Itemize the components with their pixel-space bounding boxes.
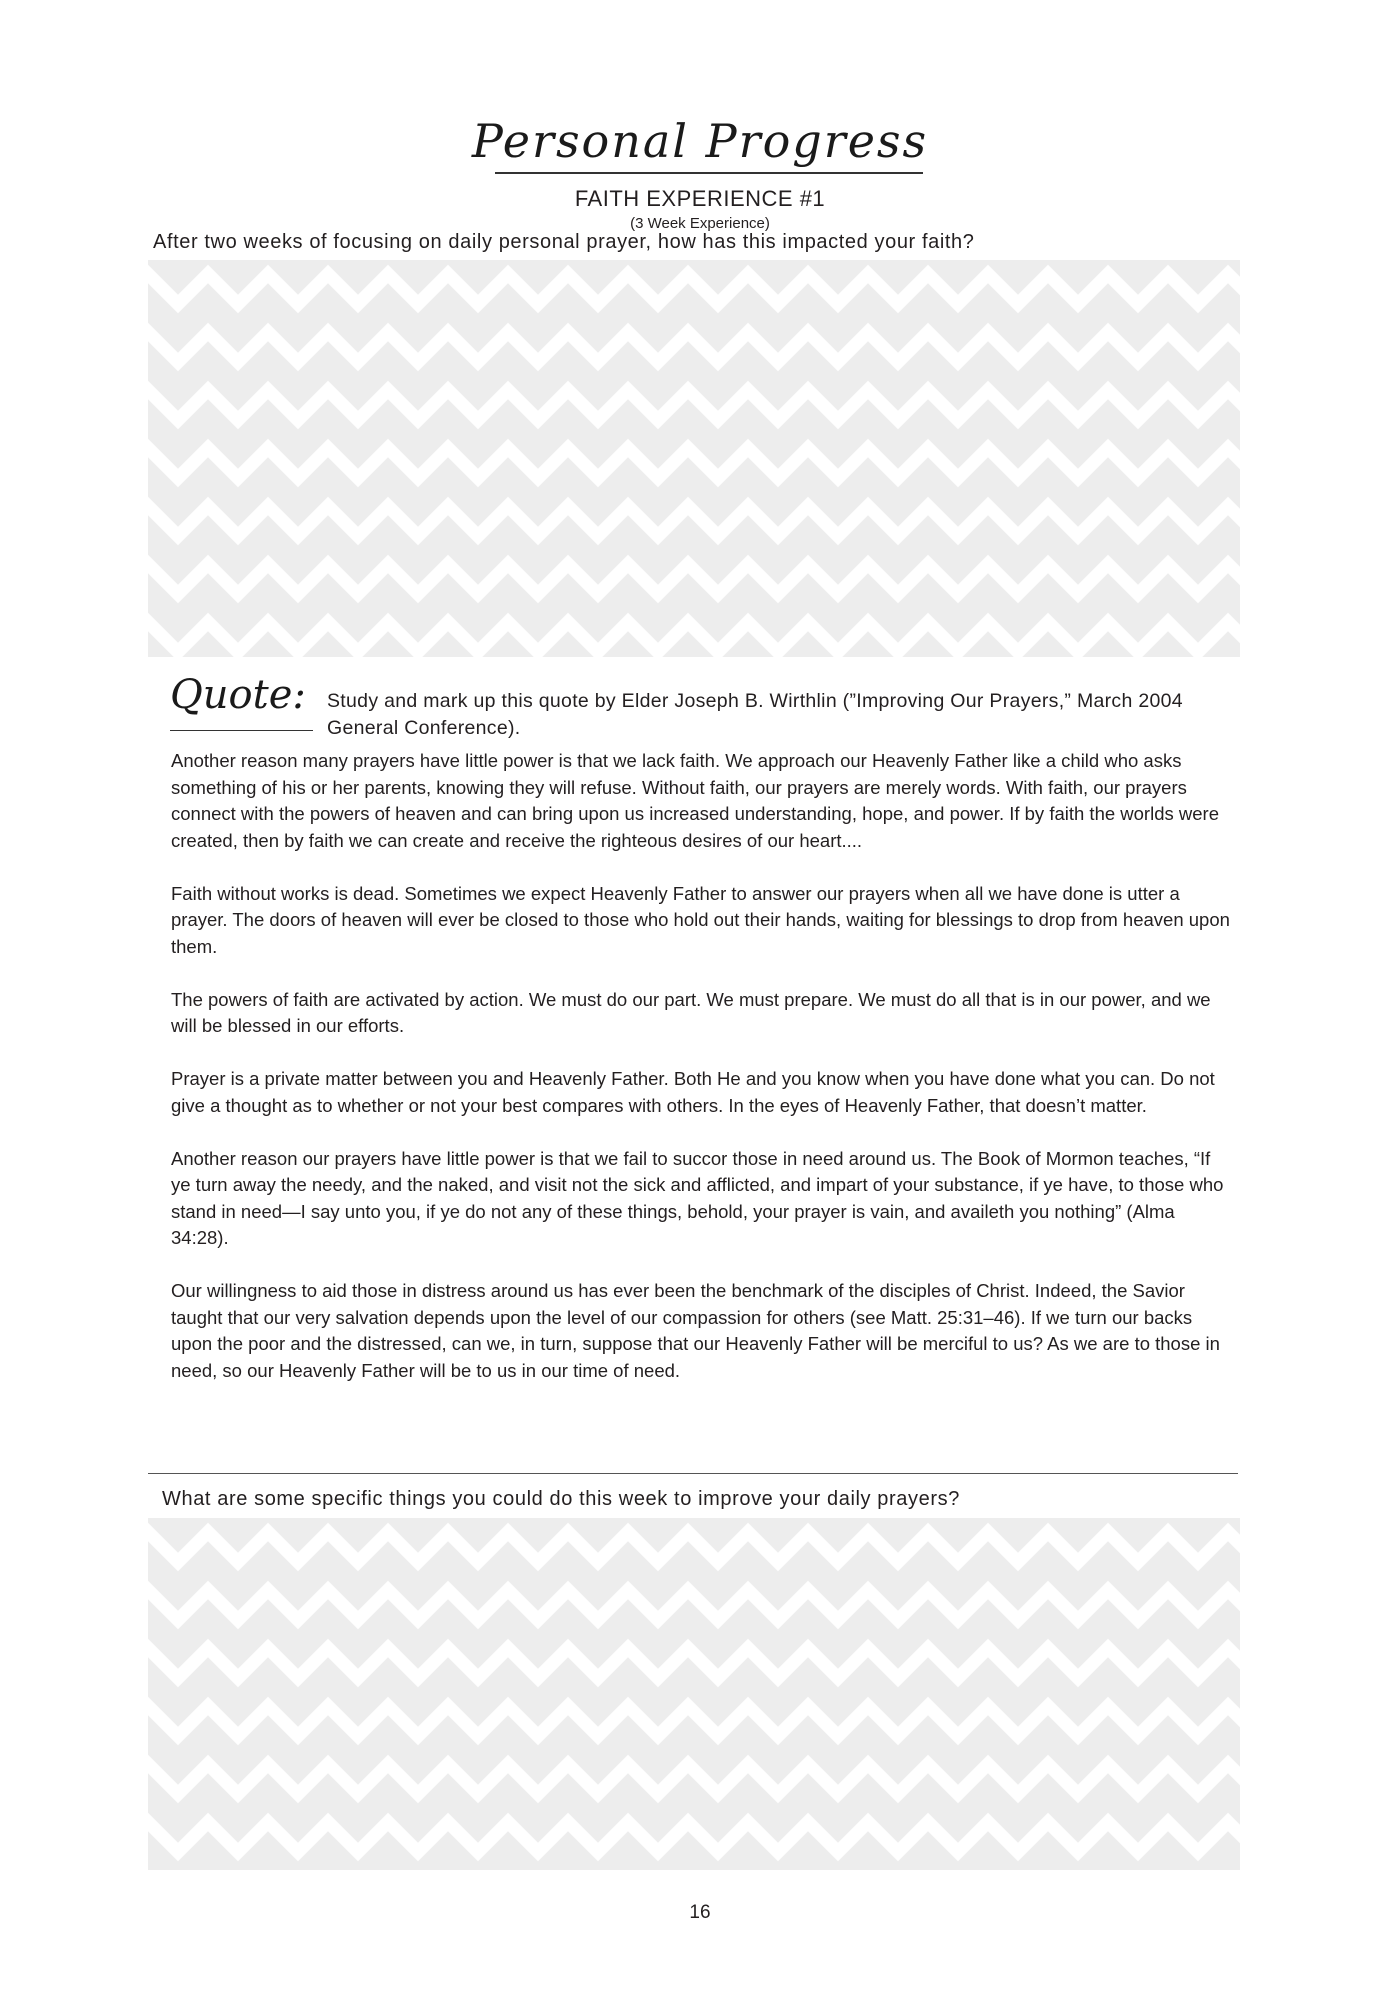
quote-paragraph: Our willingness to aid those in distress around us has ever been the benchmark of the disciples of Christ. Indeed, the Savior taught that our very salvation depends upon the level of our compassion for others (see Matt. 25:31–46). If we turn our backs upon the poor and the distressed, can we, in turn, suppose that our Heavenly Father will be merciful to us? As we are to those in need, so our Heavenly Father will be to us in our time of need. [171, 1280, 1220, 1381]
quote-paragraph: Faith without works is dead. Sometimes we expect Heavenly Father to answer our prayers when all we have done is utter a prayer. The doors of heaven will ever be closed to those who hold out their hands, waiting for blessings to drop from heaven upon them. [171, 882, 1230, 957]
answer-area-2[interactable] [148, 1518, 1240, 1870]
script-title: Personal Progress [471, 114, 929, 168]
quote-paragraph: Another reason our prayers have little power is that we fail to succor those in need around us. The Book of Mormon teaches, “If ye turn away the needy, and the naked, and visit not the sick and afflicted, and impart of your substance, if ye have, to those who stand in need—I say unto you, if ye do not any of these things, behold, your prayer is vain, and availeth you nothing” (Alma 34:28). [171, 1147, 1224, 1248]
quote-intro: Study and mark up this quote by Elder Joseph B. Wirthlin (”Improving Our Prayers,” March 2004 General Conference). [327, 690, 1183, 739]
question-1-prompt: After two weeks of focusing on daily personal prayer, how has this impacted your faith? [153, 231, 975, 253]
chevron-pattern [148, 1518, 1240, 1870]
quote-paragraph: The powers of faith are activated by action. We must do our part. We must prepare. We must do all that is in our power, and we will be blessed in our efforts. [171, 988, 1211, 1036]
experience-duration: (3 Week Experience) [630, 215, 770, 232]
quote-label: Quote: [170, 672, 306, 718]
quote-underline [170, 730, 313, 731]
section-divider [148, 1473, 1238, 1474]
chevron-pattern [148, 260, 1240, 657]
quote-paragraph: Prayer is a private matter between you and Heavenly Father. Both He and you know when you have done what you can. Do not give a thought as to whether or not your best compares with others. In the eyes of Heavenly Father, that doesn’t matter. [171, 1068, 1215, 1116]
title-underline [495, 172, 923, 174]
answer-area-1[interactable] [148, 260, 1240, 657]
question-2-prompt: What are some specific things you could do this week to improve your daily prayers? [162, 1488, 960, 1510]
experience-title: FAITH EXPERIENCE #1 [574, 186, 826, 211]
quote-paragraph: Another reason many prayers have little power is that we lack faith. We approach our Heavenly Father like a child who asks something of his or her parents, knowing they will refuse. Without faith, our prayers are merely words. With faith, our prayers connect with the powers of heaven and can bring upon us increased understanding, hope, and power. If by faith the worlds were created, then by faith we can create and receive the righteous desires of our heart.... [171, 750, 1219, 851]
quote-body [171, 748, 1231, 1411]
page-number: 16 [689, 1902, 711, 1923]
